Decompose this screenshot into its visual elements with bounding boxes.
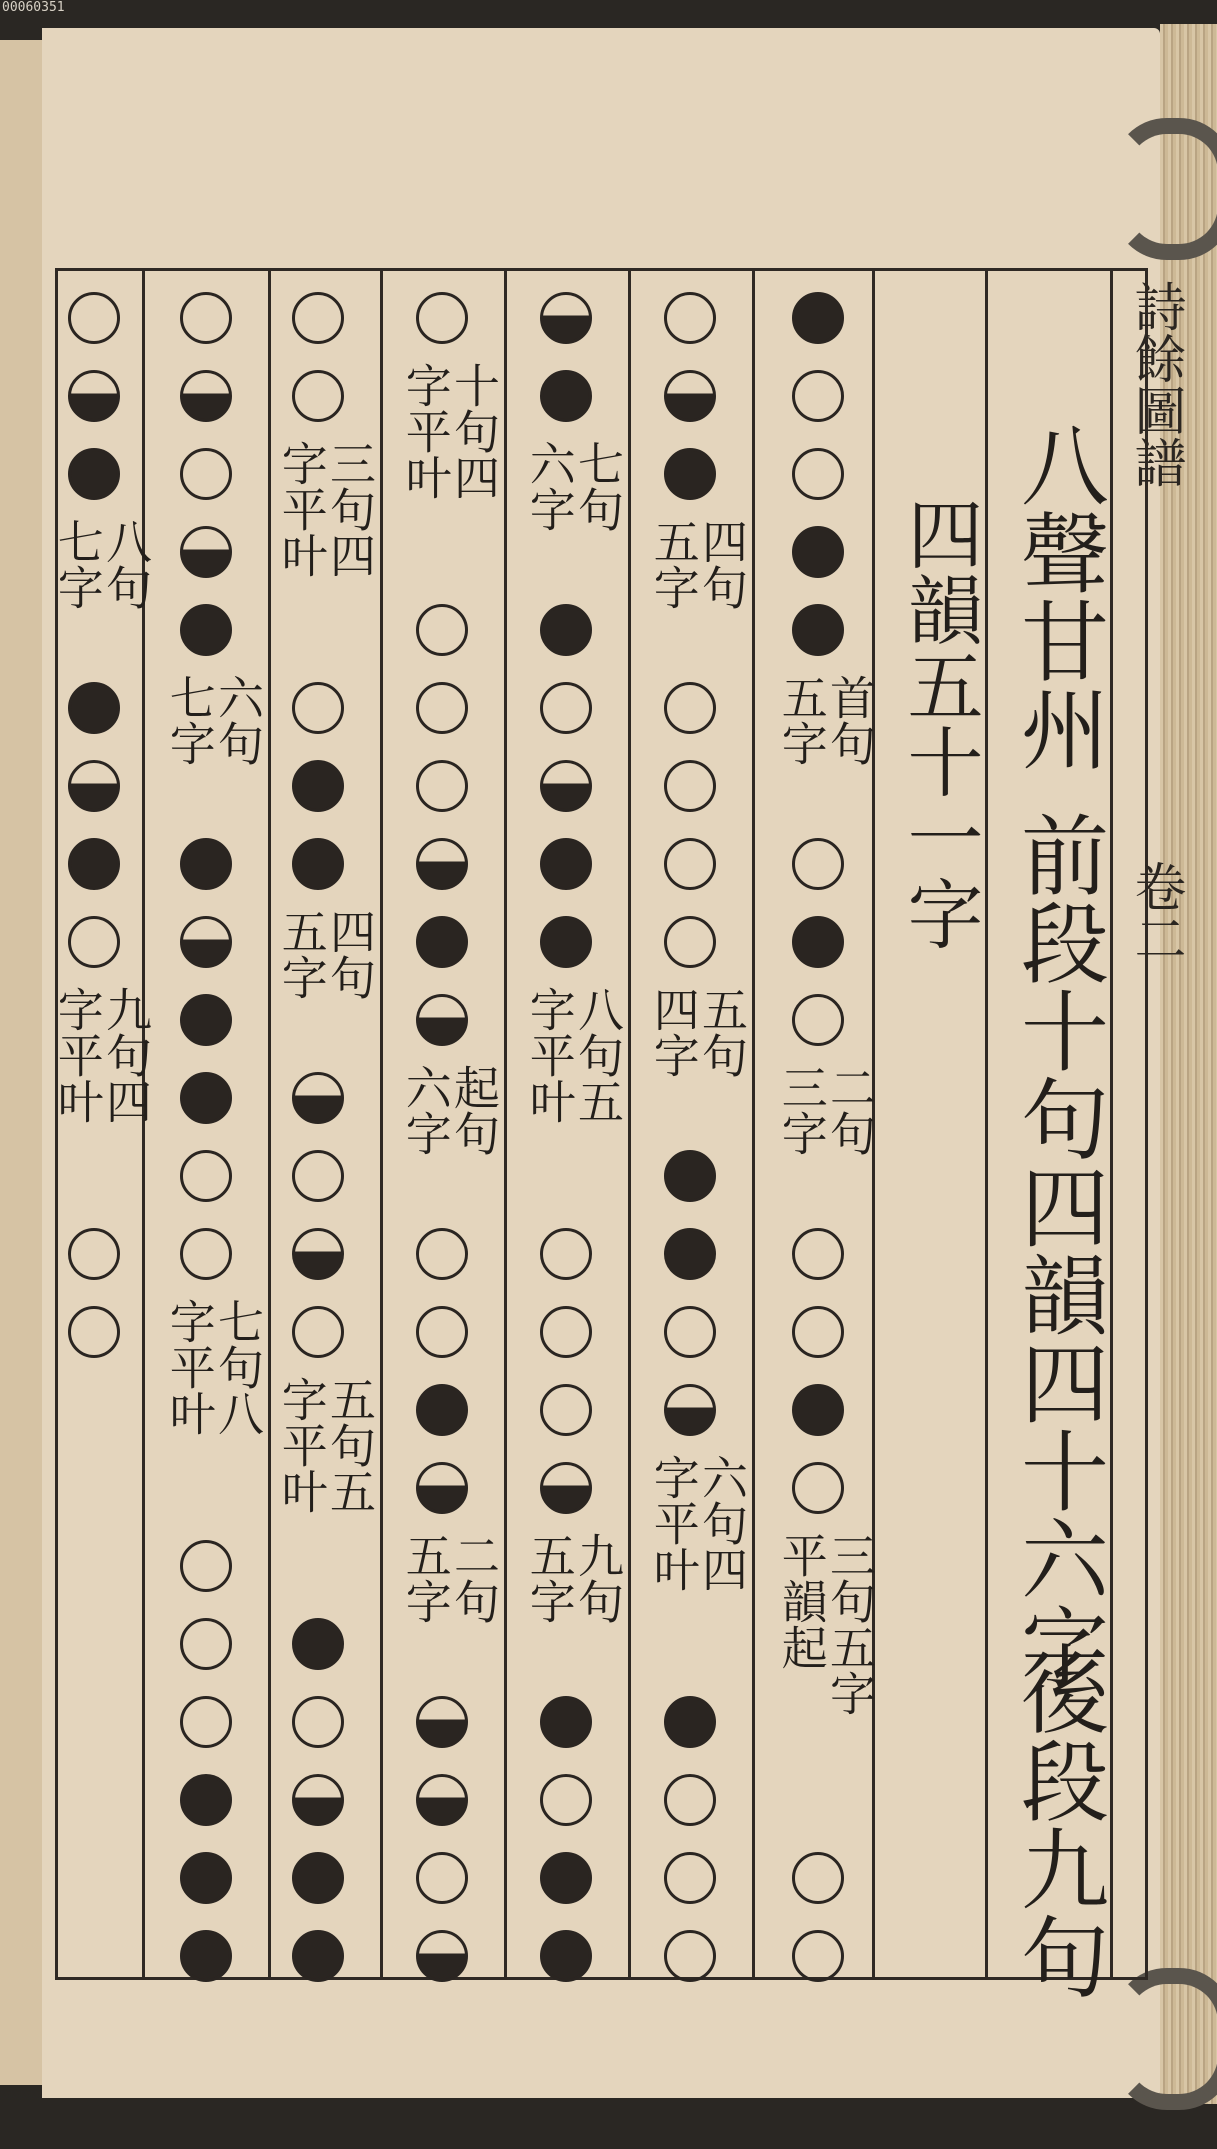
line-note: 九句四字平叶: [50, 986, 153, 1124]
line-note: 二句三字: [774, 1064, 877, 1156]
rule: [985, 270, 988, 1978]
tone-mark-empty: [416, 760, 468, 812]
line-note: 四句五字: [274, 908, 377, 1000]
tone-mark-full: [540, 1930, 592, 1982]
tone-mark-empty: [292, 292, 344, 344]
line-note: 二句五字: [398, 1532, 501, 1624]
tone-mark-full: [180, 604, 232, 656]
tone-mark-empty: [664, 1852, 716, 1904]
tone-mark-half: [416, 838, 468, 890]
tone-mark-full: [416, 916, 468, 968]
tone-mark-full: [68, 448, 120, 500]
tone-mark-full: [180, 1930, 232, 1982]
rule: [752, 270, 755, 1978]
tone-mark-full: [664, 448, 716, 500]
tone-mark-empty: [792, 1228, 844, 1280]
tone-mark-full: [180, 994, 232, 1046]
line-note: 六句四字平叶: [646, 1454, 749, 1592]
rule: [380, 270, 383, 1978]
tone-mark-empty: [664, 1774, 716, 1826]
tone-mark-full: [540, 916, 592, 968]
tone-mark-full: [540, 838, 592, 890]
line-note: 六句七字: [162, 674, 265, 766]
tone-mark-empty: [540, 682, 592, 734]
tone-mark-empty: [664, 682, 716, 734]
rule: [1110, 270, 1113, 1978]
tone-mark-half: [68, 370, 120, 422]
page-id: 00060351: [2, 0, 65, 15]
tone-mark-full: [292, 1930, 344, 1982]
tone-mark-half: [416, 1696, 468, 1748]
line-note: 八句五字平叶: [522, 986, 625, 1124]
tone-mark-full: [792, 604, 844, 656]
line-note: 三句五字平韻起: [774, 1532, 877, 1716]
tone-mark-empty: [416, 1228, 468, 1280]
line-note: 七句六字: [522, 440, 625, 532]
tone-mark-full: [292, 838, 344, 890]
heading-detail: 前段十句四韻四十六字: [1007, 810, 1110, 1690]
tone-mark-full: [416, 1384, 468, 1436]
line-note: 八句七字: [50, 518, 153, 610]
tone-mark-full: [68, 838, 120, 890]
line-note: 五句四字: [646, 986, 749, 1078]
tone-mark-full: [664, 1150, 716, 1202]
tone-mark-half: [664, 370, 716, 422]
tone-mark-full: [540, 1852, 592, 1904]
tone-mark-half: [664, 1384, 716, 1436]
tone-mark-empty: [180, 1696, 232, 1748]
tone-mark-empty: [180, 448, 232, 500]
tone-mark-full: [180, 1852, 232, 1904]
tone-mark-full: [180, 838, 232, 890]
tone-mark-empty: [792, 1306, 844, 1358]
tone-mark-empty: [68, 1306, 120, 1358]
tone-mark-full: [292, 1852, 344, 1904]
tone-mark-empty: [416, 682, 468, 734]
tone-mark-empty: [416, 1306, 468, 1358]
tone-mark-empty: [68, 292, 120, 344]
tone-mark-full: [540, 604, 592, 656]
line-note: 五句五字平叶: [274, 1376, 377, 1514]
tone-mark-half: [180, 916, 232, 968]
tone-mark-full: [664, 1228, 716, 1280]
tone-mark-empty: [180, 292, 232, 344]
tone-mark-full: [792, 526, 844, 578]
tone-mark-half: [292, 1774, 344, 1826]
rule: [504, 270, 507, 1978]
tone-mark-full: [540, 1696, 592, 1748]
tone-mark-empty: [664, 292, 716, 344]
tone-mark-half: [416, 1462, 468, 1514]
tone-mark-full: [180, 1774, 232, 1826]
tone-mark-empty: [180, 1150, 232, 1202]
tone-mark-full: [792, 292, 844, 344]
tone-mark-empty: [180, 1540, 232, 1592]
tone-mark-empty: [664, 1930, 716, 1982]
tone-mark-empty: [416, 1852, 468, 1904]
tone-mark-full: [540, 370, 592, 422]
tone-mark-half: [68, 760, 120, 812]
line-note: 首句五字: [774, 674, 877, 766]
line-note: 七句八字平叶: [162, 1298, 265, 1436]
tone-mark-empty: [292, 370, 344, 422]
line-note: 十句四字平叶: [398, 362, 501, 500]
tone-mark-half: [416, 1930, 468, 1982]
tone-mark-half: [292, 1228, 344, 1280]
tone-mark-empty: [292, 1306, 344, 1358]
tone-mark-empty: [540, 1228, 592, 1280]
tone-mark-empty: [180, 1228, 232, 1280]
binding-clip-top: [1112, 118, 1217, 260]
tone-mark-empty: [792, 994, 844, 1046]
margin-title: 詩餘圖譜: [1125, 280, 1185, 488]
binding-clip-bottom: [1112, 1968, 1217, 2110]
margin-volume: 卷二: [1125, 860, 1185, 964]
tone-mark-empty: [180, 1618, 232, 1670]
tone-mark-full: [68, 682, 120, 734]
tone-mark-half: [416, 1774, 468, 1826]
tone-mark-empty: [664, 760, 716, 812]
tone-mark-empty: [416, 292, 468, 344]
tone-mark-empty: [664, 838, 716, 890]
tone-mark-empty: [792, 370, 844, 422]
tone-mark-empty: [540, 1384, 592, 1436]
tone-mark-empty: [792, 838, 844, 890]
line-note: 九句五字: [522, 1532, 625, 1624]
line-note: 四句五字: [646, 518, 749, 610]
tone-mark-empty: [540, 1774, 592, 1826]
tone-mark-empty: [664, 1306, 716, 1358]
heading-detail-rear: 後段九句: [1007, 1648, 1110, 2000]
tone-mark-empty: [792, 1930, 844, 1982]
tone-mark-half: [540, 760, 592, 812]
heading-title: 八聲甘州: [1007, 420, 1110, 772]
tone-mark-half: [540, 1462, 592, 1514]
tone-mark-empty: [664, 916, 716, 968]
tone-mark-full: [292, 1618, 344, 1670]
tone-mark-empty: [68, 1228, 120, 1280]
tone-mark-half: [416, 994, 468, 1046]
tone-mark-full: [292, 760, 344, 812]
sub-heading: 四韻五十一字: [895, 495, 984, 951]
tone-mark-empty: [292, 682, 344, 734]
tone-mark-empty: [792, 448, 844, 500]
tone-mark-half: [292, 1072, 344, 1124]
line-note: 三句四字平叶: [274, 440, 377, 578]
tone-mark-full: [792, 916, 844, 968]
tone-mark-empty: [540, 1306, 592, 1358]
tone-mark-full: [664, 1696, 716, 1748]
tone-mark-empty: [292, 1150, 344, 1202]
line-note: 起句六字: [398, 1064, 501, 1156]
tone-mark-empty: [792, 1462, 844, 1514]
tone-mark-half: [180, 526, 232, 578]
rule: [628, 270, 631, 1978]
tone-mark-full: [792, 1384, 844, 1436]
tone-mark-full: [180, 1072, 232, 1124]
tone-mark-empty: [792, 1852, 844, 1904]
tone-mark-half: [180, 370, 232, 422]
tone-mark-empty: [416, 604, 468, 656]
tone-mark-empty: [68, 916, 120, 968]
tone-mark-half: [540, 292, 592, 344]
tone-mark-empty: [292, 1696, 344, 1748]
